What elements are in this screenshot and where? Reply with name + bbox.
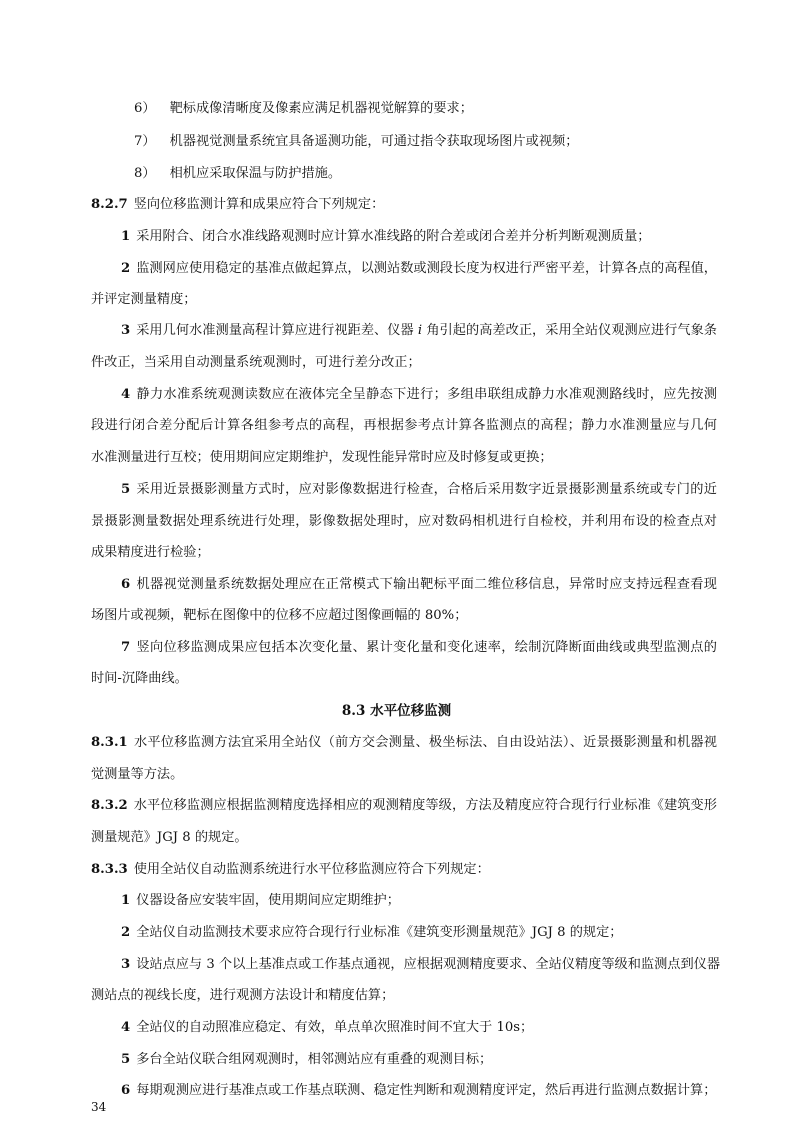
clause-item-1: 1 采用附合、闭合水准线路观测时应计算水准线路的附合差或闭合差并分析判断观测质量； (121, 229, 651, 244)
clause-item-3: 3 设站点应与 3 个以上基准点或工作基点通视，应根据观测精度要求、全站仪精度等级和监测点到仪器 (121, 957, 721, 972)
clause-8-3-3: 8.3.3 使用全站仪自动监测系统进行水平位移监测应符合下列规定： (91, 862, 490, 877)
list-item: 7） 机器视觉测量系统宜具备遥测功能，可通过指令获取现场图片或视频； (134, 134, 579, 149)
clause-item-4-cont: 水准测量进行互校；使用期间应定期维护，发现性能异常时应及时修复或更换； (91, 450, 553, 465)
clause-item-2-cont: 并评定测量精度； (91, 292, 197, 307)
page-number: 34 (91, 1100, 107, 1114)
clause-item-5-cont: 景摄影测量数据处理系统进行处理，影像数据处理时，应对数码相机进行自检校，并利用布设的检查点对 (91, 514, 717, 529)
clause-item-5: 5 多台全站仪联合组网观测时，相邻测站应有重叠的观测目标； (121, 1052, 493, 1067)
clause-item-5: 5 采用近景摄影测量方式时，应对影像数据进行检查，合格后采用数字近景摄影测量系统或专门的近 (121, 482, 717, 497)
clause-item-1: 1 仪器设备应安装牢固，使用期间应定期维护； (121, 893, 400, 908)
clause-item-6: 6 每期观测应进行基准点或工作基点联测、稳定性判断和观测精度评定，然后再进行监测点数据计算； (121, 1083, 717, 1098)
clause-8-3-1: 8.3.1 水平位移监测方法宜采用全站仪（前方交会测量、极坐标法、自由设站法）、近景摄影测量和机器视 (91, 735, 717, 750)
clause-item-4-cont: 段进行闭合差分配后计算各组参考点的高程，再根据参考点计算各监测点的高程；静力水准测量应与几何 (91, 418, 717, 433)
clause-8-3-1-cont: 觉测量等方法。 (91, 767, 184, 782)
clause-item-2: 2 监测网应使用稳定的基准点做起算点，以测站数或测段长度为权进行严密平差，计算各点的高程值， (121, 261, 717, 276)
clause-item-3-cont: 测站点的视线长度，进行观测方法设计和精度估算； (91, 988, 395, 1003)
clause-item-6-cont: 场图片或视频，靶标在图像中的位移不应超过图像画幅的 80%； (91, 608, 468, 623)
clause-item-5-cont: 成果精度进行检验； (91, 545, 210, 560)
clause-number: 8.2.7 (91, 197, 128, 212)
section-heading: 8.3 水平位移监测 (341, 703, 452, 719)
clause-8-3-2-cont: 测量规范》JGJ 8 的规定。 (91, 830, 248, 845)
clause-item-3: 3 采用几何水准测量高程计算应进行视距差、仪器 i 角引起的高差改正，采用全站仪观测应进行气象条 (121, 323, 717, 338)
clause-item-2: 2 全站仪自动监测技术要求应符合现行行业标准《建筑变形测量规范》JGJ 8 的规定； (121, 925, 623, 940)
clause-item-6: 6 机器视觉测量系统数据处理应在正常模式下输出靶标平面二维位移信息，异常时应支持远程查看现 (121, 577, 717, 592)
clause-8-2-7: 8.2.7 竖向位移监测计算和成果应符合下列规定： (91, 197, 385, 212)
clause-item-4: 4 静力水准系统观测读数应在液体完全呈静态下进行；多组串联组成静力水准观测路线时，应先按测 (121, 387, 717, 402)
list-item: 8） 相机应采取保温与防护措施。 (134, 166, 342, 181)
clause-item-4: 4 全站仪的自动照准应稳定、有效，单点单次照准时间不宜大于 10s； (121, 1020, 534, 1035)
list-item: 6） 靶标成像清晰度及像素应满足机器视觉解算的要求； (134, 101, 473, 116)
clause-8-3-2: 8.3.2 水平位移监测应根据监测精度选择相应的观测精度等级，方法及精度应符合现行行业标准《建筑变形 (91, 798, 717, 813)
clause-item-3-cont: 件改正，当采用自动测量系统观测时，可进行差分改正； (91, 355, 421, 370)
clause-item-7: 7 竖向位移监测成果应包括本次变化量、累计变化量和变化速率，绘制沉降断面曲线或典型监测点的 (121, 640, 717, 655)
clause-item-7-cont: 时间-沉降曲线。 (91, 671, 188, 686)
